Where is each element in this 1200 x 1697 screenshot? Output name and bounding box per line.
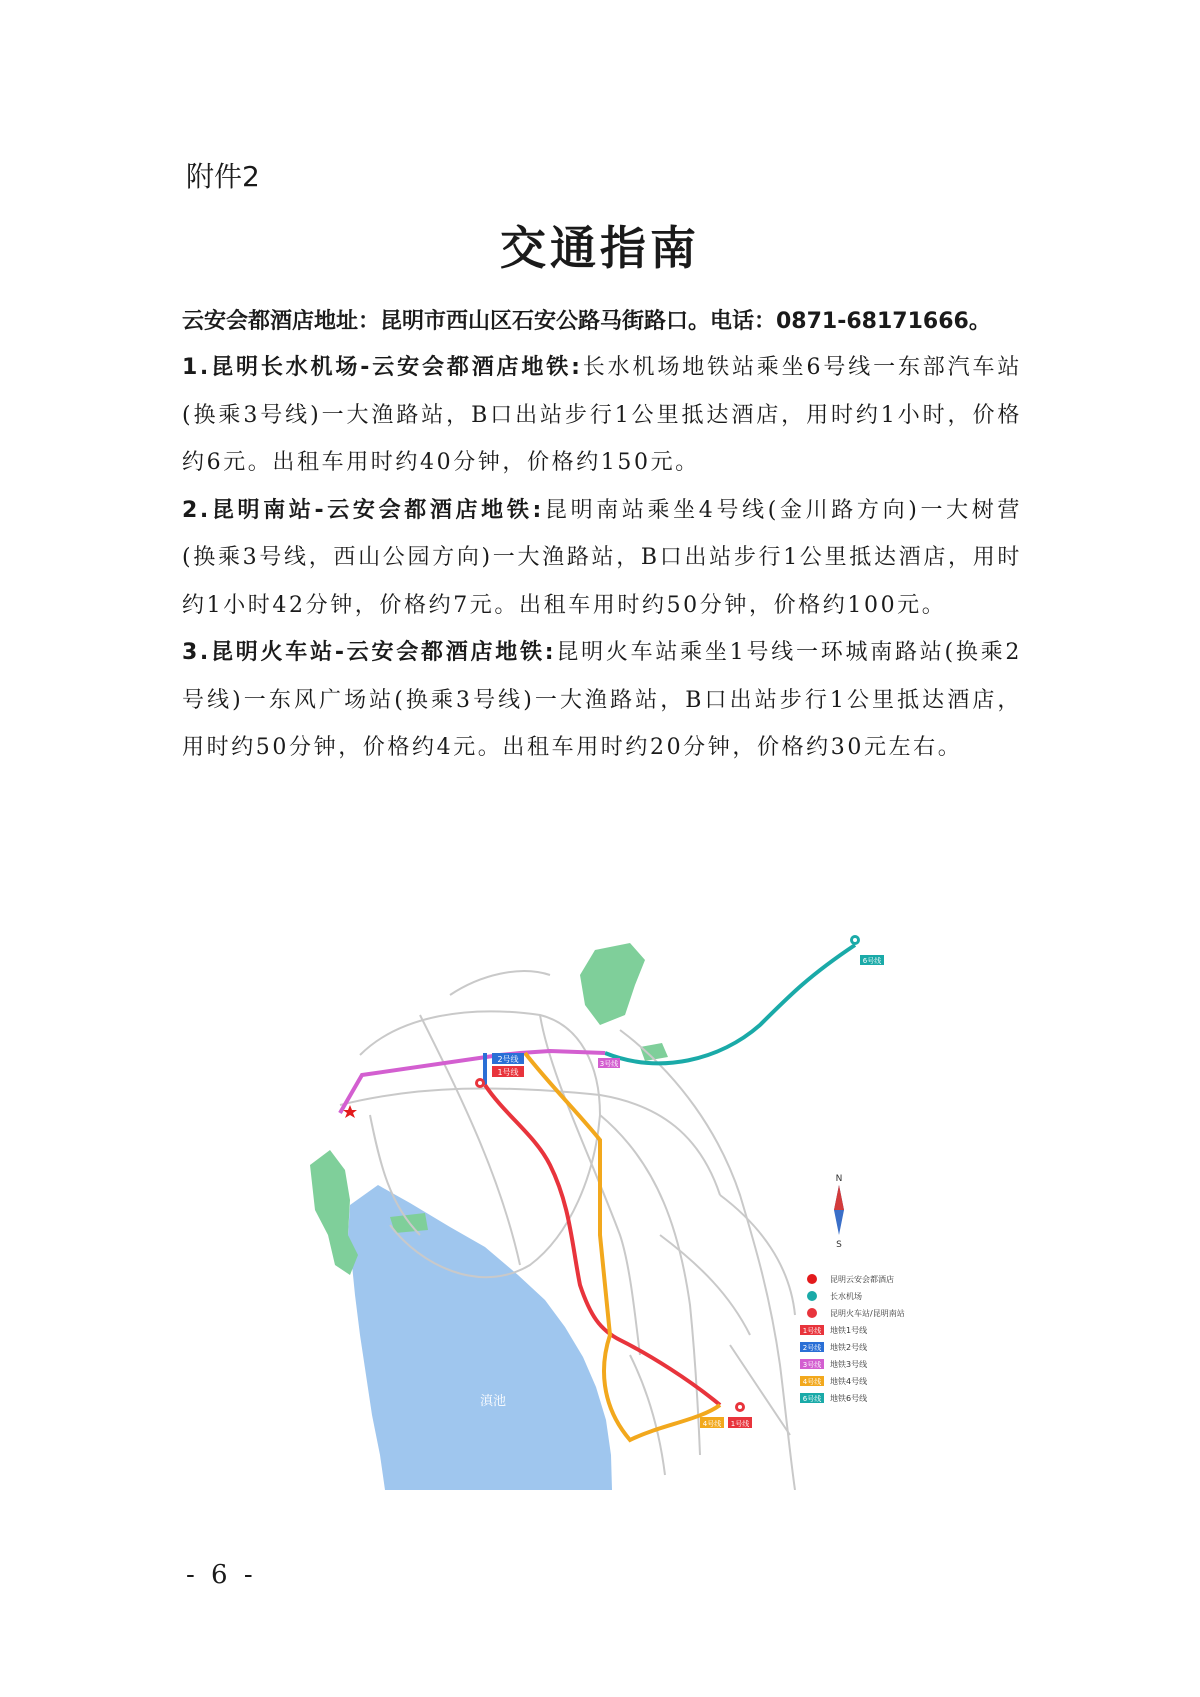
hotel-address: 云安会都酒店地址：昆明市西山区石安公路马街路口。电话：0871-68171666。: [182, 309, 991, 334]
legend-label: 长水机场: [830, 1292, 862, 1301]
lake-label: 滇池: [480, 1394, 507, 1409]
legend-item: [800, 1342, 867, 1352]
svg-text:1号线: 1号线: [497, 1068, 519, 1077]
legend-label: 昆明火车站/昆明南站: [830, 1309, 905, 1318]
page-title: 交通指南: [500, 221, 700, 275]
attachment-label: 附件2: [186, 160, 260, 193]
route-title: 1.昆明长水机场-云安会都酒店地铁:: [182, 355, 583, 380]
legend-badge-label: 1号线: [802, 1327, 822, 1335]
svg-text:S: S: [836, 1240, 842, 1250]
star-icon: [807, 1274, 817, 1284]
legend-label: 地铁2号线: [830, 1343, 868, 1352]
route-title: 3.昆明火车站-云安会都酒店地铁:: [182, 640, 557, 665]
route-body: 昆明南站乘坐4号线(金川路方向)一大树营(换乘3号线，西山公园方向)一大渔路站，B口出站步行1公里抵达酒店，用时约1小时42分钟，价格约7元。出租车用时约50分钟，价格约100元。: [182, 497, 1022, 618]
legend-label: 昆明云安会都酒店: [830, 1275, 894, 1284]
legend-label: 地铁1号线: [830, 1326, 868, 1335]
svg-text:N: N: [835, 1174, 843, 1184]
page-number: - 6 -: [186, 1560, 257, 1590]
route-south-station: [182, 487, 1022, 630]
legend-item: [800, 1359, 867, 1369]
legend-label: 地铁3号线: [830, 1360, 868, 1369]
svg-text:3号线: 3号线: [599, 1060, 619, 1068]
map-legend: [800, 1274, 905, 1403]
legend-badge-label: 4号线: [802, 1378, 822, 1386]
legend-badge-label: 2号线: [802, 1344, 822, 1352]
svg-text:2号线: 2号线: [497, 1055, 519, 1064]
line-badge-6: [860, 955, 884, 965]
station-pin-icon: [475, 1078, 485, 1088]
metro-map: [300, 935, 960, 1490]
svg-text:6号线: 6号线: [862, 957, 882, 965]
compass-icon: [834, 1174, 844, 1250]
legend-badge-label: 6号线: [802, 1395, 822, 1403]
airport-pin-icon: [807, 1291, 817, 1301]
legend-item: [807, 1274, 894, 1284]
legend-item: [800, 1376, 867, 1386]
legend-label: 地铁4号线: [830, 1377, 868, 1386]
legend-item: [800, 1325, 867, 1335]
green-area: [580, 943, 645, 1025]
legend-item: [800, 1393, 867, 1403]
route-body: 昆明火车站乘坐1号线一环城南路站(换乘2号线)一东风广场站(换乘3号线)一大渔路站，B口出站步行1公里抵达酒店，用时约50分钟，价格约4元。出租车用时约20分钟，价格约30元左右。: [182, 640, 1022, 760]
route-railway-station: [182, 629, 1022, 772]
airport-pin-icon: [850, 935, 860, 945]
line-badge-1: [728, 1417, 752, 1428]
route-body: 长水机场地铁站乘坐6号线一东部汽车站(换乘3号线)一大渔路站，B口出站步行1公里抵达酒店，用时约1小时，价格约6元。出租车用时约40分钟，价格约150元。: [182, 355, 1022, 475]
route-airport: [182, 344, 1022, 487]
line-badge-3: [598, 1058, 620, 1068]
line-badge-4: [700, 1417, 724, 1428]
svg-text:1号线: 1号线: [730, 1420, 750, 1428]
guide-content: [182, 300, 1022, 772]
line-badge-1: [492, 1066, 524, 1077]
line-badge-2: [492, 1053, 524, 1064]
metro-line-3: [340, 1051, 605, 1113]
station-pin-icon: [735, 1402, 745, 1412]
legend-badge-label: 3号线: [802, 1361, 822, 1369]
legend-label: 地铁6号线: [830, 1394, 868, 1403]
svg-text:4号线: 4号线: [702, 1420, 722, 1428]
station-pin-icon: [807, 1308, 817, 1318]
legend-item: [807, 1308, 905, 1318]
route-title: 2.昆明南站-云安会都酒店地铁:: [182, 497, 544, 523]
legend-item: [807, 1291, 862, 1301]
